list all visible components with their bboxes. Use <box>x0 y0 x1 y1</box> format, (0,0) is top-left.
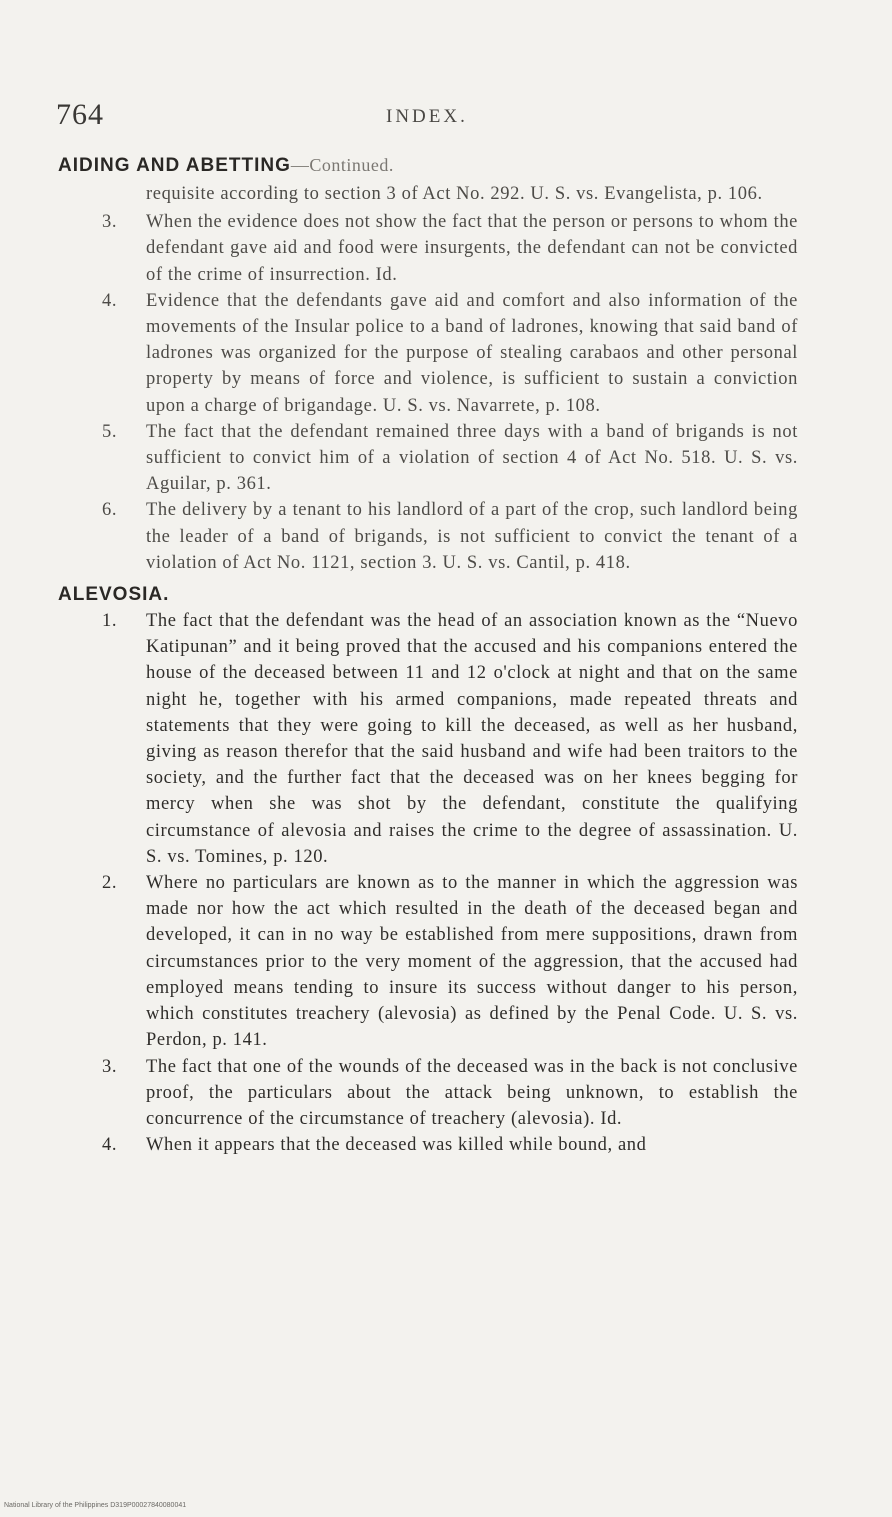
item-number: 5. <box>102 421 118 442</box>
item-text: The delivery by a tenant to his landlord of a part of the crop, such landlord being the leader of a band of brigands, is not sufficient to convict the tenant of a violation of Act No. 1121, section 3. U. S. vs. Cantil, p. 418. <box>146 500 798 573</box>
item-text: The fact that the defendant remained three days with a band of brigands is not sufficient to convict him of a violation of section 4 of Act No. 518. U. S. vs. Aguilar, p. 361. <box>146 421 798 495</box>
item-text: The fact that one of the wounds of the deceased was in the back is not conclusive proof, the particulars about the attack being unknown, to establish the concurrence of the circumstance of treachery (alevosia). Id. <box>146 1056 798 1129</box>
index-item <box>102 608 798 870</box>
index-item <box>102 419 798 498</box>
scan-footer: National Library of the Philippines D319P00027840080041 <box>4 1502 187 1509</box>
item-number: 2. <box>102 873 118 894</box>
index-entries <box>58 152 798 1158</box>
section-alevosia <box>58 582 798 1158</box>
index-item <box>102 870 798 1053</box>
page-header <box>56 98 816 138</box>
index-item <box>102 497 798 576</box>
item-number: 4. <box>102 290 118 311</box>
item-number: 3. <box>102 1056 118 1077</box>
section-heading: ALEVOSIA. <box>58 584 170 606</box>
continuation-text: requisite according to section 3 of Act No. 292. U. S. vs. Evangelista, p. 106. <box>146 184 763 204</box>
item-text: The fact that the defendant was the head of an association known as the “Nuevo Katipunan” and it being proved that the accused and his companions entered the house of the deceased between 11 and 12 o'clock at night and that on the same night he, together with his armed companions, made repeated threats and statements that they were going to kill the deceased, as well as her husband, giving as reason therefor that the said husband and wife had been traitors to the society, and the further fact that the deceased was on her knees begging for mercy when she was shot by the defendant, constitute the qualifying circumstance of alevosia and raises the crime to the degree of assassination. U. S. vs. Tomines, p. 120. <box>146 611 798 867</box>
index-item <box>102 288 798 419</box>
item-number: 4. <box>102 1135 118 1156</box>
continued-label: —Continued. <box>290 155 394 175</box>
item-text: When it appears that the deceased was killed while bound, and <box>146 1135 647 1156</box>
section-heading: AIDING AND ABETTING—Continued. <box>58 155 394 176</box>
index-item <box>102 209 798 288</box>
item-number: 6. <box>102 500 118 521</box>
index-item <box>102 1054 798 1133</box>
item-number: 3. <box>102 212 118 233</box>
item-text: When the evidence does not show the fact that the person or persons to whom the defendant gave aid and food were insurgents, the defendant can not be convicted of the crime of insurrection. Id. <box>146 212 798 285</box>
running-head: INDEX. <box>386 106 468 127</box>
section-aiding-and-abetting <box>58 152 798 576</box>
page-number: 764 <box>56 98 104 131</box>
item-number: 1. <box>102 611 118 632</box>
item-text: Evidence that the defendants gave aid and comfort and also information of the movements of the Insular police to a band of ladrones, knowing that said band of ladrones was organized for the purpose of stealing carabaos and other personal property by means of force and violence, is sufficient to sustain a conviction upon a charge of brigandage. U. S. vs. Navarrete, p. 108. <box>146 290 798 416</box>
index-item <box>102 1132 798 1158</box>
item-text: Where no particulars are known as to the manner in which the aggression was made nor how the act which resulted in the death of the deceased began and developed, it can in no way be established from mere suppositions, drawn from circumstances prior to the very moment of the aggression, that the accused had employed means tending to insure its success without danger to his person, which constitutes treachery (alevosia) as defined by the Penal Code. U. S. vs. Perdon, p. 141. <box>146 873 798 1051</box>
